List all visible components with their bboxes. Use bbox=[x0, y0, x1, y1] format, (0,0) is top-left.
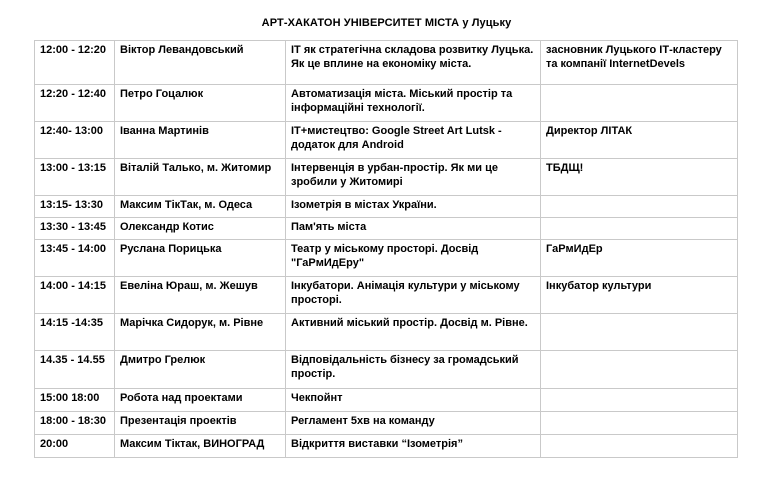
organization-cell: ГаРмИдЕр bbox=[541, 240, 738, 277]
time-cell: 18:00 - 18:30 bbox=[35, 412, 115, 435]
topic-cell: Інтервенція в урбан-простір. Як ми це зробили у Житомирі bbox=[286, 159, 541, 196]
time-cell: 12:40- 13:00 bbox=[35, 122, 115, 159]
organization-cell bbox=[541, 412, 738, 435]
time-cell: 20:00 bbox=[35, 435, 115, 458]
time-cell: 14.35 - 14.55 bbox=[35, 351, 115, 389]
time-cell: 14:00 - 14:15 bbox=[35, 277, 115, 314]
organization-cell: ТБДЩ! bbox=[541, 159, 738, 196]
organization-cell: засновник Луцького ІТ-кластеру та компанії InternetDevels bbox=[541, 41, 738, 85]
organization-cell bbox=[541, 435, 738, 458]
topic-cell: Активний міський простір. Досвід м. Рівне. bbox=[286, 314, 541, 351]
topic-cell: Театр у міському просторі. Досвід "ГаРмИдЕру" bbox=[286, 240, 541, 277]
table-row bbox=[35, 218, 738, 240]
speaker-cell: Максим Тіктак, ВИНОГРАД bbox=[115, 435, 286, 458]
speaker-cell: Робота над проектами bbox=[115, 389, 286, 412]
time-cell: 14:15 -14:35 bbox=[35, 314, 115, 351]
time-cell: 13:30 - 13:45 bbox=[35, 218, 115, 240]
topic-cell: Автоматизація міста. Міський простір та інформаційні технології. bbox=[286, 85, 541, 122]
table-row bbox=[35, 314, 738, 351]
organization-cell: Директор ЛІТАК bbox=[541, 122, 738, 159]
time-cell: 13:15- 13:30 bbox=[35, 196, 115, 218]
speaker-cell: Іванна Мартинів bbox=[115, 122, 286, 159]
table-row bbox=[35, 351, 738, 389]
speaker-cell: Дмитро Грелюк bbox=[115, 351, 286, 389]
time-cell: 12:00 - 12:20 bbox=[35, 41, 115, 85]
table-row bbox=[35, 159, 738, 196]
organization-cell bbox=[541, 218, 738, 240]
organization-cell bbox=[541, 196, 738, 218]
table-row bbox=[35, 389, 738, 412]
table-row bbox=[35, 240, 738, 277]
topic-cell: Інкубатори. Анімація культури у міському просторі. bbox=[286, 277, 541, 314]
topic-cell: Пам'ять міста bbox=[286, 218, 541, 240]
table-row bbox=[35, 122, 738, 159]
time-cell: 13:45 - 14:00 bbox=[35, 240, 115, 277]
schedule-table bbox=[34, 40, 738, 458]
organization-cell bbox=[541, 351, 738, 389]
speaker-cell: Марічка Сидорук, м. Рівне bbox=[115, 314, 286, 351]
topic-cell: Чекпойнт bbox=[286, 389, 541, 412]
topic-cell: Відкриття виставки “Ізометрія” bbox=[286, 435, 541, 458]
table-row bbox=[35, 41, 738, 85]
speaker-cell: Віктор Левандовський bbox=[115, 41, 286, 85]
speaker-cell: Віталій Талько, м. Житомир bbox=[115, 159, 286, 196]
topic-cell: ІТ+мистецтво: Google Street Art Lutsk - додаток для Android bbox=[286, 122, 541, 159]
table-row bbox=[35, 85, 738, 122]
organization-cell bbox=[541, 389, 738, 412]
speaker-cell: Петро Гоцалюк bbox=[115, 85, 286, 122]
document-title: АРТ-ХАКАТОН УНІВЕРСИТЕТ МІСТА у Луцьку bbox=[261, 17, 512, 29]
speaker-cell: Олександр Котис bbox=[115, 218, 286, 240]
organization-cell bbox=[541, 314, 738, 351]
topic-cell: Регламент 5хв на команду bbox=[286, 412, 541, 435]
speaker-cell: Руслана Порицька bbox=[115, 240, 286, 277]
time-cell: 15:00 18:00 bbox=[35, 389, 115, 412]
speaker-cell: Презентація проектів bbox=[115, 412, 286, 435]
topic-cell: Відповідальність бізнесу за громадський простір. bbox=[286, 351, 541, 389]
table-row bbox=[35, 412, 738, 435]
organization-cell: Інкубатор культури bbox=[541, 277, 738, 314]
time-cell: 12:20 - 12:40 bbox=[35, 85, 115, 122]
time-cell: 13:00 - 13:15 bbox=[35, 159, 115, 196]
speaker-cell: Евеліна Юраш, м. Жешув bbox=[115, 277, 286, 314]
topic-cell: Ізометрія в містах України. bbox=[286, 196, 541, 218]
speaker-cell: Максим ТікТак, м. Одеса bbox=[115, 196, 286, 218]
topic-cell: ІТ як стратегічна складова розвитку Луцька. Як це вплине на економіку міста. bbox=[286, 41, 541, 85]
table-row bbox=[35, 196, 738, 218]
table-row bbox=[35, 277, 738, 314]
table-row bbox=[35, 435, 738, 458]
organization-cell bbox=[541, 85, 738, 122]
